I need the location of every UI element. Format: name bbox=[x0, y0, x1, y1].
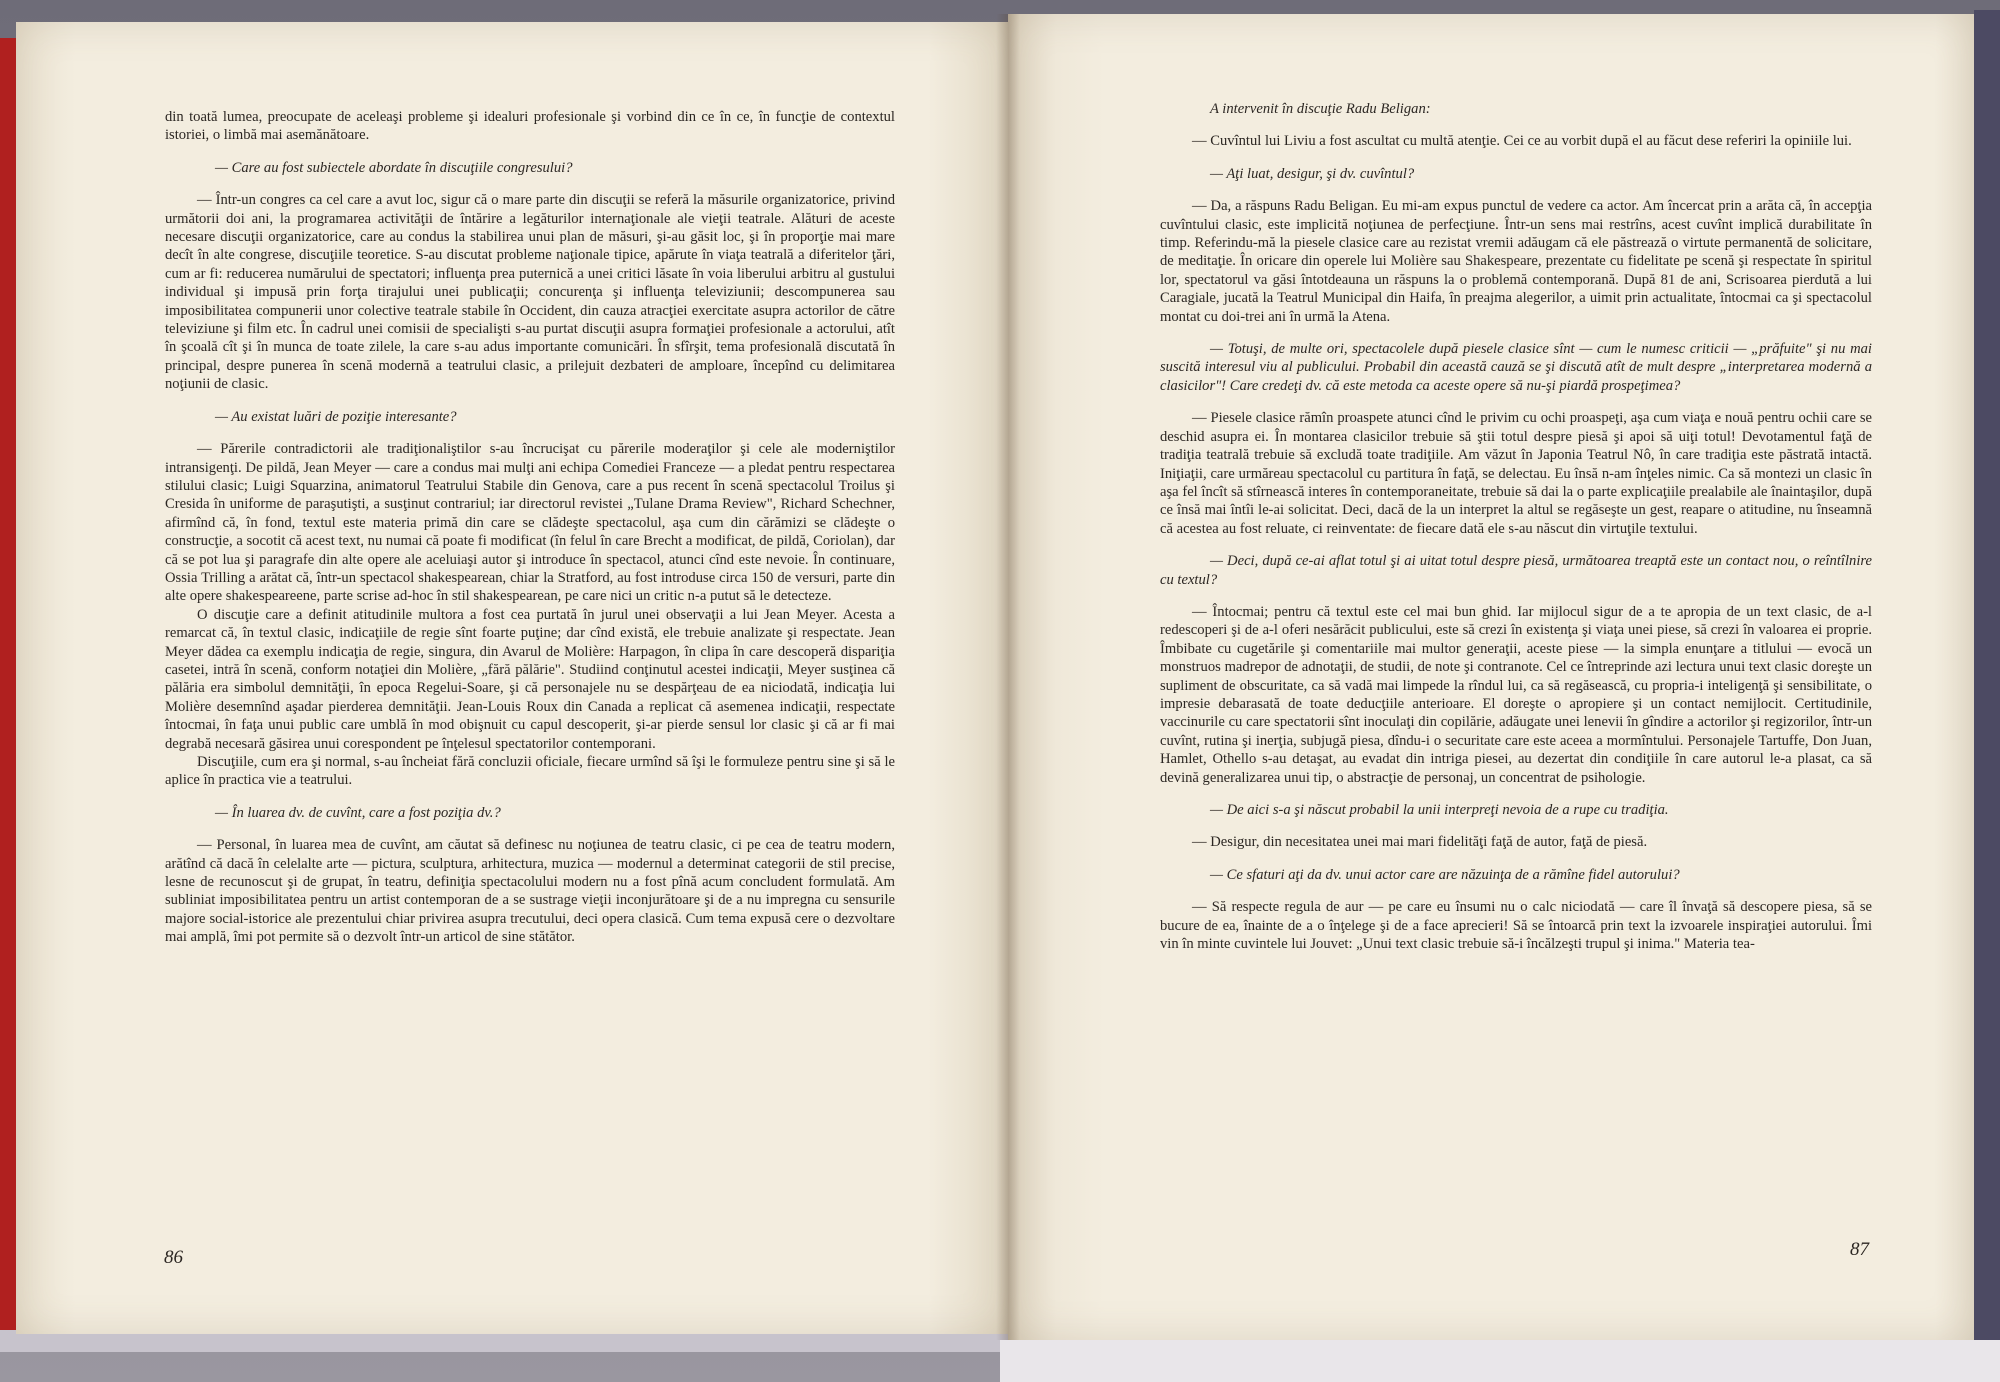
question: — Care au fost subiectele abordate în discuţiile congresului? bbox=[215, 159, 573, 176]
intro-line: A intervenit în discuţie Radu Beligan: bbox=[1210, 101, 1431, 117]
question: — Aţi luat, desigur, şi dv. cuvîntul? bbox=[1210, 165, 1415, 182]
paragraph: Discuţiile, cum era şi normal, s-au încheiat fără concluzii oficiale, fiecare urmînd să îşi le formuleze pentru sine şi să le aplice în practica vie a teatrului. bbox=[165, 754, 895, 789]
question: — Au existat luări de poziţie interesante? bbox=[215, 408, 457, 425]
left-page-text bbox=[165, 108, 895, 947]
question: — Ce sfaturi aţi da dv. unui actor care are năzuinţa de a rămîne fidel autorului? bbox=[1210, 866, 1680, 883]
question: — De aici s-a şi născut probabil la unii interpreţi nevoia de a rupe cu tradiţia. bbox=[1210, 802, 1669, 818]
paragraph: O discuţie care a definit atitudinile multora a fost cea purtată în jurul unei observaţii a lui Jean Meyer. Acesta a remarcat că, în textul clasic, indicaţiile de regie sînt foarte puţine; dar cînd există, ele trebuie analizate şi respectate. Jean Meyer dădea ca exemplu indicaţia de regie, singura, din Avarul de Molière: Harpagon, în clipa în care descoperă dispariţia casetei, intră în scenă, conform notaţiei din Molière, „fără pălărie". Studiind conţinutul acestei indicaţii, Meyer susţinea că pălăria era simbolul demnităţii, în epoca Regelui-Soare, şi că personajele nu se despărţeau de ea niciodată, indicaţia lui Molière desemnînd aşadar pierderea demnităţii. Jean-Louis Roux din Canada a replicat că asemenea indicaţii, respectate întocmai, în faţa unui public care umblă în mod obişnuit cu capul descoperit, şi-ar pierde sensul lor clasic şi că ar fi mai degrabă necesară găsirea unui corespondent pe înţelesul spectatorilor contemporani. bbox=[165, 606, 895, 752]
book-cover-right-edge bbox=[1974, 10, 2000, 1360]
question: — Totuşi, de multe ori, spectacolele după piesele clasice sînt — cum le numesc criticii — „prăfuite" şi nu mai suscită interesul viu al publicului. Probabil din această cauză se şi discută atît de mult despre „interpretarea modernă a clasicilor"! Care credeţi dv. că este metoda ca aceste opere să nu-şi piardă prospeţimea? bbox=[1160, 341, 1872, 394]
book-gutter bbox=[996, 14, 1020, 1340]
paragraph: — Întocmai; pentru că textul este cel mai bun ghid. Iar mijlocul sigur de a te apropia de un text clasic, de a-l redescoperi şi de a-l oferi nesărăcit publicului, este să crezi în existenţa şi viaţa unei piese, să crezi în valoarea ei proprie. Îmbibate cu cugetările şi comentariile mai multor generaţii, aceste piese — la simpla enunţare a titlului — evocă un monstruos madrepor de adnotaţii, de studii, de note şi contranote. Cel ce întreprinde azi lectura unui text clasic doreşte un supliment de obscuritate, ca să vadă mai limpede la rîndul lui, ca să regăsească, cu propria-i inteligenţă şi sensibilitate, o impresie debarasată de toate deducţiile anterioare. El doreşte o apropiere şi un contact nemijlocit. Certitudinile, vaccinurile cu care spectatorii sînt inoculaţi din copilărie, adăugate unei lenevii în gîndire a actorilor şi regizorilor, într-un cuvînt, rutina şi inerţia, subjugă piesa, dîndu-i o securitate care este aceea a mormîntului. Personajele Tartuffe, Don Juan, Hamlet, Othello s-au detaşat, au evadat din intriga piesei, au dezertat din condiţiile în care autorul le-a plasat, ca să devină generalizarea unui tip, o abstracţie de personaj, un concentrat de psihologie. bbox=[1160, 603, 1872, 786]
question: — Deci, după ce-ai aflat totul şi ai uitat totul despre piesă, următoarea treaptă este un contact nou, o reîntîlnire cu textul? bbox=[1160, 553, 1872, 588]
book-cover-left-edge bbox=[0, 38, 16, 1338]
paragraph: — Personal, în luarea mea de cuvînt, am căutat să definesc nu noţiunea de teatru clasic, ci pe cea de teatru modern, arătînd că dacă în celelalte arte — pictura, sculptura, arhitectura, muzica — modernul a determinat categorii de stil precise, lesne de recunoscut şi de grupat, în teatru, definiţia spectacolului modern nu a fost pînă acum concludent formulată. Am subliniat imposibilitatea pentru un artist contemporan de a se sustrage vieţii inconjurătoare şi de a nu impregna cu sensurile majore social-istorice ale prezentului chiar privirea asupra trecutului, deci opera clasică. Cum tema expusă cere o dezvoltare mai amplă, îmi pot permite să o dezvolt într-un articol de sine stătător. bbox=[165, 837, 895, 946]
page-number: 87 bbox=[1850, 1239, 1869, 1260]
question: — În luarea dv. de cuvînt, care a fost poziţia dv.? bbox=[215, 804, 501, 821]
paragraph: — Să respecte regula de aur — pe care eu însumi nu o calc niciodată — care îl învaţă să descopere piesa, să se bucure de ea, înainte de a o înţelege şi de a face aprecieri! Să se întoarcă prin text la izvoarele inspiraţiei autorului. Îmi vin în minte cuvintele lui Jouvet: „Unui text clasic trebuie să-i încălzeşti trupul şi inima." Materia tea- bbox=[1160, 899, 1872, 953]
book-cover-bottom-right bbox=[1000, 1340, 2000, 1382]
paragraph: — Într-un congres ca cel care a avut loc, sigur că o mare parte din discuţii se referă la măsurile organizatorice, privind următorii doi ani, la programarea activităţii de întărire a legăturilor internaţionale ale vieţii teatrale. Alături de aceste necesare discuţii organizatorice, care au condus la stabilirea unui plan de măsuri, şi-au găsit loc, şi în proporţie mai mare decît în alte congrese, discuţiile teoretice. S-au discutat probleme naţionale tipice, apărute în viaţa teatrală a diferitelor ţări, cum ar fi: reducerea numărului de spectatori; influenţa prea puternică a unei critici lăsate în voia liberului arbitru al gustului individual şi impusă prin forţa tirajului unei publicaţii; concurenţa şi influenţa televiziunii; descompunerea sau imposibilitatea compunerii unor colective teatrale stabile în Occident, din cauza atracţiei exercitate asupra actorilor de către televiziune şi film etc. În cadrul unei comisii de specialişti s-au purtat discuţii asupra formaţiei profesionale a actorului, atît în şcoală cît şi în munca de toate zilele, la care s-au adus importante comunicări. În sfîrşit, tema profesională discutată în principal, despre punerea în scenă modernă a teatrului clasic, a prilejuit dezbateri de amploare, începînd cu delimitarea noţiunii de clasic. bbox=[165, 192, 895, 393]
paragraph: — Piesele clasice rămîn proaspete atunci cînd le privim cu ochi proaspeţi, aşa cum viaţa e nouă pentru ochii care se deschid asupra ei. În montarea clasicilor trebuie să ştii totul despre piesă şi apoi să uiţi totul! Devotamentul faţă de tradiţia teatrală trebuie să excludă toate tradiţiile. Am văzut în Japonia Teatrul Nô, în care tradiţia este păstrată intactă. Iniţiaţii, care urmăreau spectacolul cu partitura în faţă, se delectau. Eu însă n-am înţeles nimic. Ca să montezi un clasic în aşa fel încît să stîrnească interes în contemporaneitate, trebuie să dai la o parte explicaţiile prealabile ale înaintaşilor, după ce însă mai întîi le-ai solicitat. Deci, dacă de la un interpret la altul se regăseşte un gest, reapare o atitudine, nu înseamnă că acestea au fost reluate, ci reinventate: de fiecare dată ele s-au născut din virtuţile textului. bbox=[1160, 410, 1872, 537]
paragraph: — Cuvîntul lui Liviu a fost ascultat cu multă atenţie. Cei ce au vorbit după el au făcut dese referiri la opiniile lui. bbox=[1192, 133, 1852, 150]
paragraph: — Desigur, din necesitatea unei mai mari fidelităţi faţă de autor, faţă de piesă. bbox=[1192, 834, 1648, 851]
paragraph: — Da, a răspuns Radu Beligan. Eu mi-am expus punctul de vedere ca actor. Am încercat prin a arăta că, în accepţia cuvîntului clasic, este implicită noţiunea de perfecţiune. Într-un sens mai restrîns, acest cuvînt implică durabilitate în timp. Referindu-mă la piesele clasice care au rezistat vremii adăugam că ele păstrează o virtute permanentă de solicitare, de meditaţie. În oricare din operele lui Molière sau Shakespeare, prezentate cu fidelitate pe scenă şi respectate în spiritul lor, spectatorul va găsi întotdeauna un răspuns la o problemă contemporană. După 81 de ani, Scrisoarea pierdută a lui Caragiale, jucată la Teatrul Municipal din Haifa, în preajma alegerilor, a uimit prin actualitate, întocmai ca şi spectacolul montat cu doi-trei ani în urmă la Atena. bbox=[1160, 198, 1872, 325]
paragraph: — Părerile contradictorii ale tradiţionaliştilor s-au încrucişat cu părerile moderaţilor şi cele ale moderniştilor intransigenţi. De pildă, Jean Meyer — care a condus mai mulţi ani echipa Comediei Franceze — a pledat pentru respectarea stilului clasic; Luigi Squarzina, animatorul Teatrului Stabile din Genova, care a pus recent în scenă spectacolul Troilus şi Cresida în uniforme de paraşutişti, a susţinut contrariul; iar directorul revistei „Tulane Drama Review", Richard Schechner, afirmînd că, în fond, textul este materia primă din care se clădeşte spectacolul, aşa cum din cărămizi se clădeşte o construcţie, a socotit că acest text, nu numai că poate fi modificat (în felul în care Brecht a modificat, de pildă, Coriolan), dar că se pot lua şi paragrafe din alte opere ale aceluiaşi autor şi introduce în spectacol, atunci cînd este nevoie. În continuare, Ossia Trilling a arătat că, într-un spectacol shakespearean, chiar la Stratford, au fost introduse circa 150 de versuri, parte din alte opere shakespeareene, parte scrise ad-hoc în stil shakespearean, pe care nici un critic n-a putut să le detecteze. bbox=[165, 441, 895, 605]
page-number: 86 bbox=[164, 1247, 183, 1268]
paragraph: din toată lumea, preocupate de aceleaşi probleme şi idealuri profesionale şi vorbind din ce în ce, în funcţie de contextul istoriei, o limbă mai asemănătoare. bbox=[165, 109, 895, 144]
right-page-text bbox=[1160, 100, 1872, 953]
